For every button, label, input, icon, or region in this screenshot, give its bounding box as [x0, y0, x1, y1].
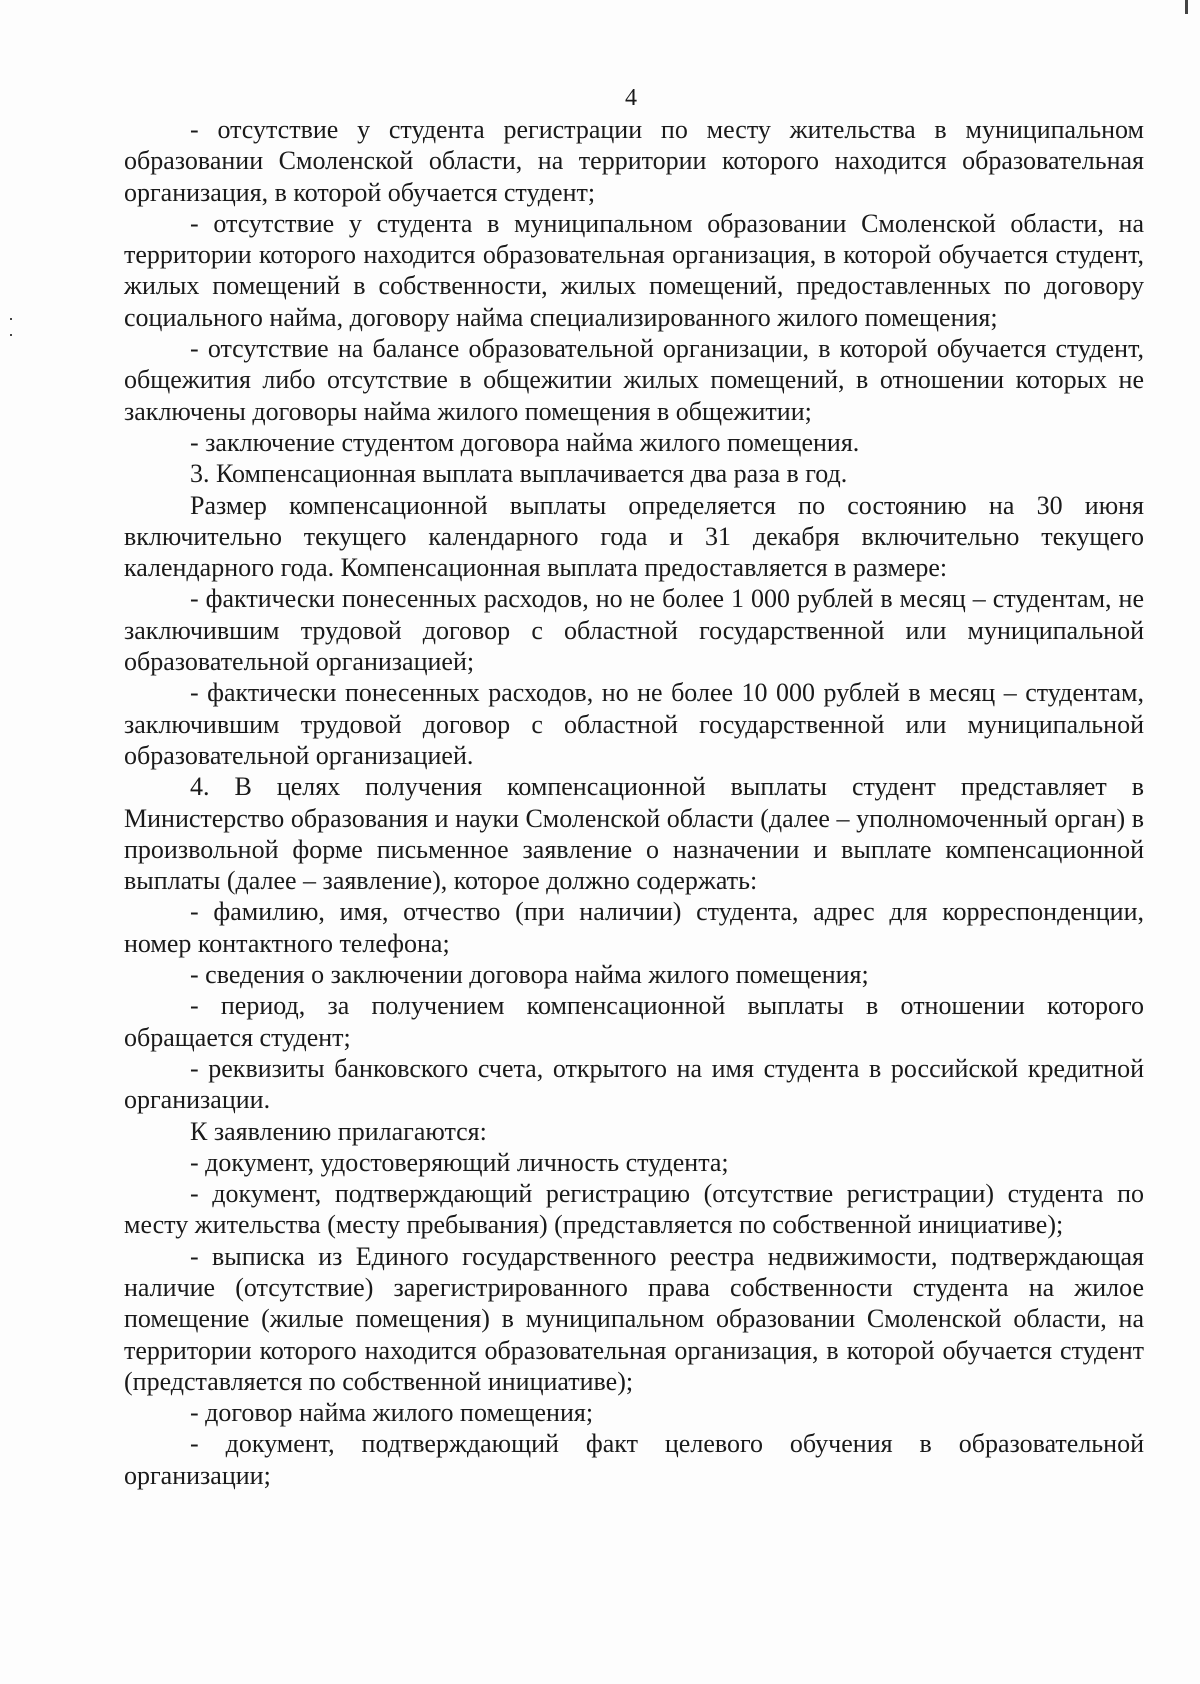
paragraph: - отсутствие на балансе образовательной организации, в которой обучается студент, общежития либо отсутствие в общежитии жилых помещений, в отношении которых не заключены договоры найма жилого помещения в общежитии; [124, 334, 1144, 426]
paragraph: - фамилию, имя, отчество (при наличии) студента, адрес для корреспонденции, номер контактного телефона; [124, 897, 1144, 958]
paragraph: - фактически понесенных расходов, но не более 10 000 рублей в месяц – студентам, заключившим трудовой договор с областной государственной или муниципальной образовательной организацией. [124, 678, 1144, 770]
scan-dot-mark [10, 318, 12, 320]
paragraph: - документ, подтверждающий факт целевого обучения в образовательной организации; [124, 1429, 1144, 1490]
paragraph: - договор найма жилого помещения; [190, 1398, 594, 1428]
page-number: 4 [625, 85, 637, 111]
paragraph: - отсутствие у студента в муниципальном образовании Смоленской области, на территории которого находится образовательная организация, в которой обучается студент, жилых помещений в собственности, жилых помещений, предоставленных по договору социального найма, договору найма специализированного жилого помещения; [124, 208, 1144, 332]
paragraph: - период, за получением компенсационной выплаты в отношении которого обращается студент; [124, 991, 1144, 1052]
paragraph: - отсутствие у студента регистрации по месту жительства в муниципальном образовании Смоленской области, на территории которого находится образовательная организация, в которой обучается студент; [124, 115, 1144, 207]
paragraph: - документ, удостоверяющий личность студента; [190, 1147, 729, 1177]
scan-edge-mark [1185, 0, 1188, 14]
paragraph: - выписка из Единого государственного реестра недвижимости, подтверждающая наличие (отсутствие) зарегистрированного права собственности студента на жилое помещение (жилые помещения) в муниципальном образовании Смоленской области, на территории которого находится образовательная организация, в которой обучается студент (представляется по собственной инициативе); [124, 1241, 1144, 1396]
paragraph: - документ, подтверждающий регистрацию (отсутствие регистрации) студента по месту жительства (месту пребывания) (представляется по собственной инициативе); [124, 1179, 1144, 1240]
paragraph: - реквизиты банковского счета, открытого на имя студента в российской кредитной организации. [124, 1053, 1144, 1115]
paragraph: Размер компенсационной выплаты определяется по состоянию на 30 июня включительно текущего календарного года и 31 декабря включительно текущего календарного года. Компенсационная выплата предоставляется в размере: [124, 490, 1144, 583]
paragraph: - заключение студентом договора найма жилого помещения. [190, 427, 860, 457]
paragraph: К заявлению прилагаются: [190, 1116, 487, 1146]
document-body [124, 114, 1144, 1491]
scan-dot-mark [10, 334, 12, 336]
paragraph: - сведения о заключении договора найма жилого помещения; [190, 960, 869, 990]
paragraph: 4. В целях получения компенсационной выплаты студент представляет в Министерство образования и науки Смоленской области (далее – уполномоченный орган) в произвольной форме письменное заявление о назначении и выплате компенсационной выплаты (далее – заявление), которое должно содержать: [124, 772, 1144, 896]
paragraph: - фактически понесенных расходов, но не более 1 000 рублей в месяц – студентам, не заключившим трудовой договор с областной государственной или муниципальной образовательной организацией; [124, 584, 1144, 677]
paragraph: 3. Компенсационная выплата выплачивается два раза в год. [190, 459, 848, 489]
